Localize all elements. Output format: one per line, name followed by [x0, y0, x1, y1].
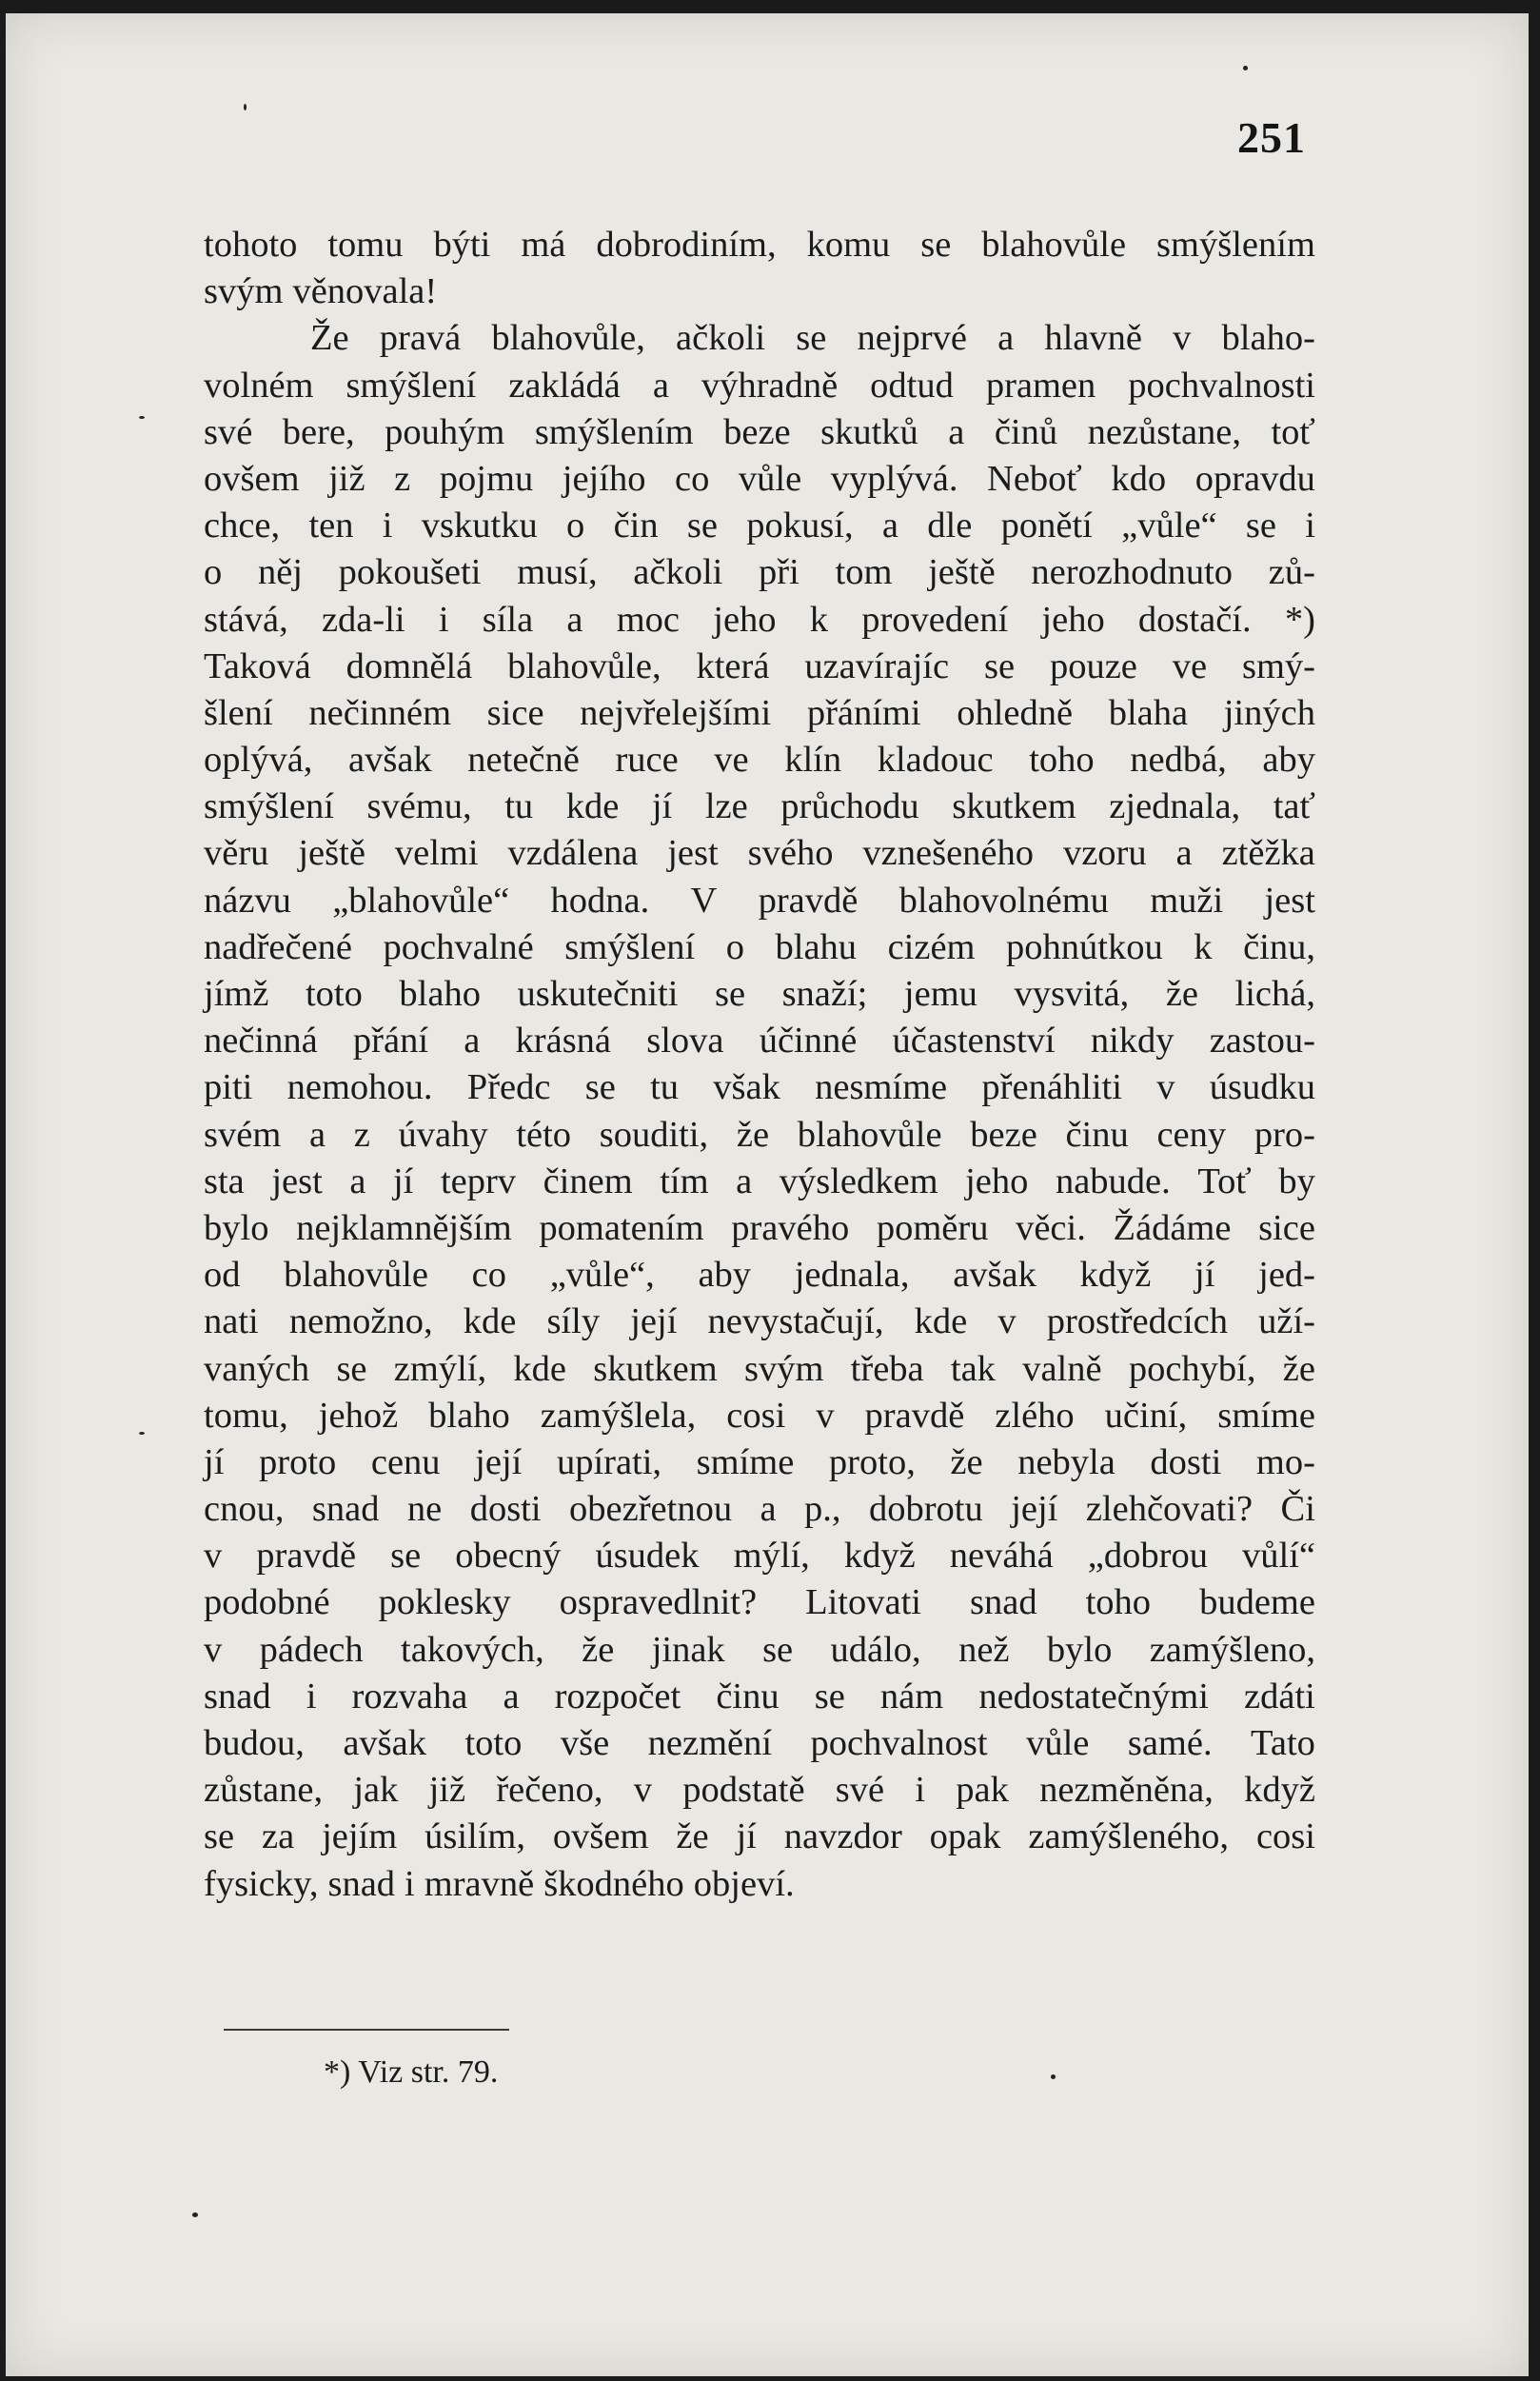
page-number: 251: [1237, 113, 1306, 162]
text-line: snad i rozvaha a rozpočet činu se nám nedostatečnými zdáti: [204, 1676, 1315, 1716]
text-line: chce, ten i vskutku o čin se pokusí, a dle ponětí „vůle“ se i: [204, 506, 1315, 546]
page-speck: [139, 1432, 145, 1435]
text-line: názvu „blahovůle“ hodna. V pravdě blahovolnému muži jest: [204, 880, 1315, 921]
text-line: bylo nejklamnějším pomatením pravého poměru věci. Žádáme sice: [204, 1207, 1315, 1248]
text-line: jí proto cenu její upírati, smíme proto, že nebyla dosti mo-: [204, 1441, 1315, 1482]
text-line: volném smýšlení zakládá a výhradně odtud pramen pochvalnosti: [204, 365, 1315, 406]
text-line: jímž toto blaho uskutečniti se snaží; jemu vysvitá, že lichá,: [204, 974, 1315, 1014]
text-line: svým věnovala!: [204, 271, 438, 312]
text-line: cnou, snad ne dosti obezřetnou a p., dobrotu její zlehčovati? Či: [204, 1489, 1315, 1530]
text-line: v pádech takových, že jinak se událo, než bylo zamýšleno,: [204, 1629, 1315, 1670]
text-line: piti nemohou. Předc se tu však nesmíme přenáhliti v úsudku: [204, 1067, 1315, 1108]
text-line: nadřečené pochvalné smýšlení o blahu cizém pohnútkou k činu,: [204, 926, 1315, 967]
page-speck: [139, 416, 145, 419]
text-line: oplývá, avšak netečně ruce ve klín kladouc toho nedbá, aby: [204, 740, 1315, 781]
text-line: budou, avšak toto vše nezmění pochvalnost vůle samé. Tato: [204, 1723, 1315, 1763]
body-text: [204, 222, 1315, 1908]
page-speck: [244, 104, 247, 110]
text-line: smýšlení svému, tu kde jí lze průchodu skutkem zjednala, tať: [204, 786, 1315, 827]
footnote: *) Viz str. 79.: [324, 2054, 499, 2090]
text-line: nečinná přání a krásná slova účinné účastenství nikdy zastou-: [204, 1021, 1315, 1062]
text-line: nati nemožno, kde síly její nevystačují, kde v prostředcích uží-: [204, 1301, 1315, 1342]
text-line: šlení nečinném sice nejvřelejšími přáními ohledně blaha jiných: [204, 692, 1315, 733]
text-line: tohoto tomu býti má dobrodiním, komu se blahovůle smýšlením: [204, 225, 1315, 265]
text-line: tomu, jehož blaho zamýšlela, cosi v pravdě zlého učiní, smíme: [204, 1395, 1315, 1436]
text-line: zůstane, jak již řečeno, v podstatě své i pak nezměněna, když: [204, 1770, 1315, 1811]
text-line: sta jest a jí teprv činem tím a výsledkem jeho nabude. Toť by: [204, 1161, 1315, 1201]
text-line: fysicky, snad i mravně škodného objeví.: [204, 1863, 795, 1904]
text-line: Že pravá blahovůle, ačkoli se nejprvé a hlavně v blaho-: [310, 318, 1315, 359]
text-line: o něj pokoušeti musí, ačkoli při tom ještě nerozhodnuto zů-: [204, 552, 1315, 593]
page-speck: [192, 2212, 198, 2217]
footnote-divider: [224, 2029, 509, 2031]
text-line: v pravdě se obecný úsudek mýlí, když neváhá „dobrou vůlí“: [204, 1536, 1315, 1577]
text-line: ovšem již z pojmu jejího co vůle vyplývá. Neboť kdo opravdu: [204, 458, 1315, 499]
text-line: vaných se zmýlí, kde skutkem svým třeba tak valně pochybí, že: [204, 1348, 1315, 1389]
text-line: své bere, pouhým smýšlením beze skutků a činů nezůstane, toť: [204, 411, 1315, 452]
text-line: věru ještě velmi vzdálena jest svého vznešeného vzoru a ztěžka: [204, 833, 1315, 874]
text-line: svém a z úvahy této souditi, že blahovůle beze činu ceny pro-: [204, 1114, 1315, 1155]
text-line: stává, zda-li i síla a moc jeho k provedení jeho dostačí. *): [204, 599, 1315, 640]
text-line: podobné poklesky ospravedlnit? Litovati snad toho budeme: [204, 1582, 1315, 1623]
text-line: Taková domnělá blahovůle, která uzavírajíc se pouze ve smý-: [204, 645, 1315, 686]
text-line: od blahovůle co „vůle“, aby jednala, avšak když jí jed-: [204, 1255, 1315, 1296]
text-line: se za jejím úsilím, ovšem že jí navzdor opak zamýšleného, cosi: [204, 1816, 1315, 1857]
page-speck: [1051, 2074, 1056, 2079]
page-speck: [1243, 66, 1248, 70]
